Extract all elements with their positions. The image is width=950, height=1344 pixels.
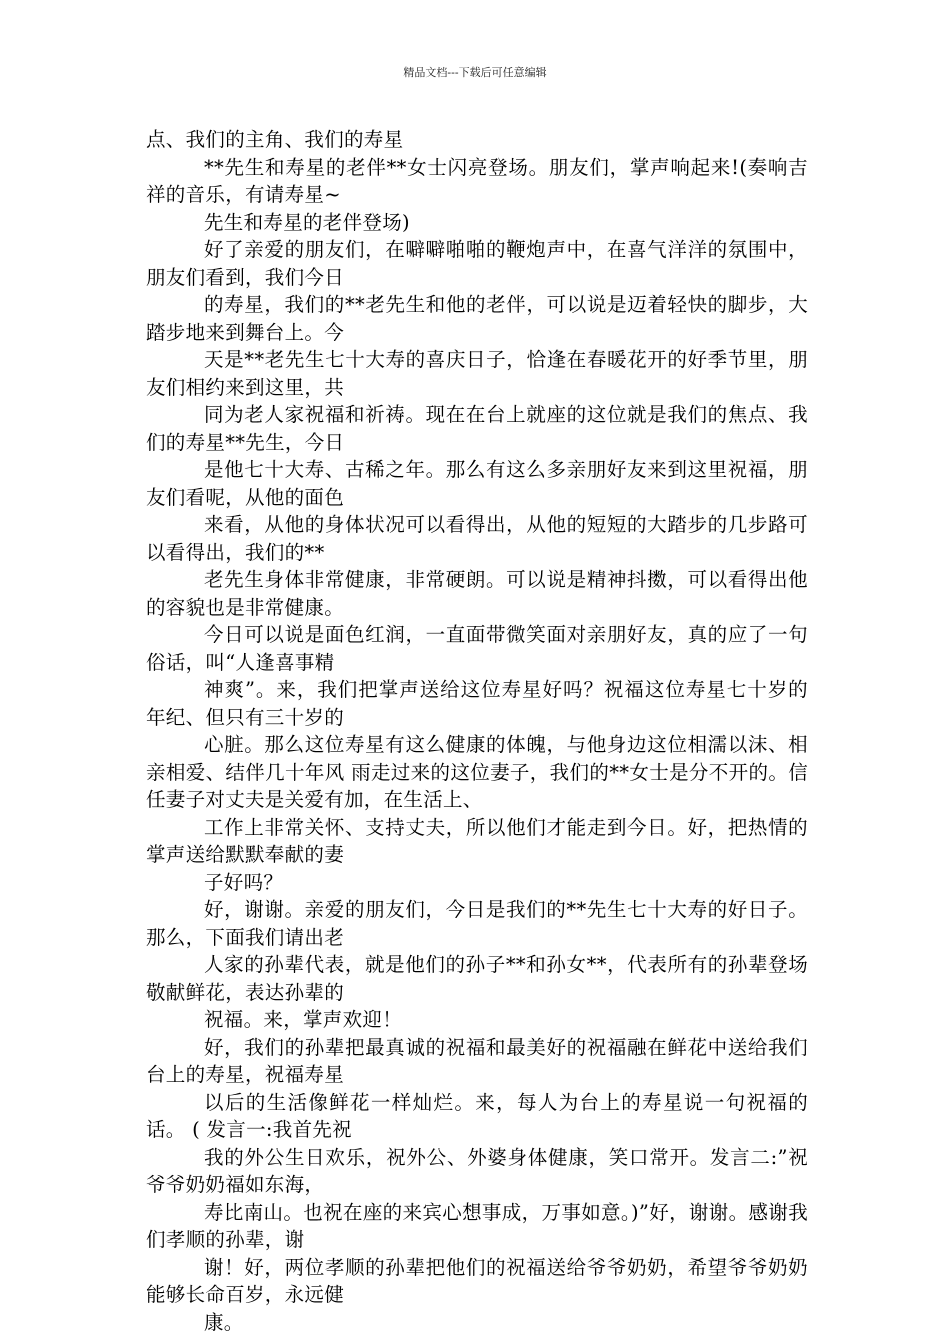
paragraph: 先生和寿星的老伴登场) [204,210,410,234]
paragraph: 以后的生活像鲜花一样灿烂。来，每人为台上的寿星说一句祝福的话。 ( 发言一:我首先祝 [146,1090,808,1141]
paragraph: 人家的孙辈代表，就是他们的孙子**和孙女**，代表所有的孙辈登场敬献鲜花，表达孙辈的 [146,953,808,1004]
page-header: 精品文档---下载后可任意编辑 [403,66,547,79]
paragraph: 好，我们的孙辈把最真诚的祝福和最美好的祝福融在鲜花中送给我们台上的寿星，祝福寿星 [146,1035,808,1086]
paragraph: 康。 [204,1310,244,1334]
document-body [146,126,808,1336]
paragraph: 好了亲爱的朋友们，在噼噼啪啪的鞭炮声中，在喜气洋洋的氛围中，朋友们看到，我们今日 [146,238,808,289]
paragraph: 心脏。那么这位寿星有这么健康的体魄，与他身边这位相濡以沫、相亲相爱、结伴几十年风 雨走过来的这位妻子，我们的**女士是分不开的。信任妻子对丈夫是关爱有加，在生活上、 [146,733,808,811]
paragraph: 点、我们的主角、我们的寿星 [146,128,404,151]
paragraph: 今日可以说是面色红润，一直面带微笑面对亲朋好友，真的应了一句俗话，叫“人逢喜事精 [146,623,808,674]
paragraph: 好，谢谢。亲爱的朋友们，今日是我们的**先生七十大寿的好日子。那么，下面我们请出老 [146,898,808,949]
paragraph: 同为老人家祝福和祈祷。现在在台上就座的这位就是我们的焦点、我们的寿星**先生，今日 [146,403,808,454]
paragraph: 天是**老先生七十大寿的喜庆日子，恰逢在春暖花开的好季节里，朋友们相约来到这里，共 [146,348,808,399]
paragraph: 来看，从他的身体状况可以看得出，从他的短短的大踏步的几步路可以看得出，我们的** [146,513,808,564]
paragraph: 老先生身体非常健康，非常硬朗。可以说是精神抖擞，可以看得出他的容貌也是非常健康。 [146,568,808,619]
paragraph: 寿比南山。也祝在座的来宾心想事成，万事如意。)”好，谢谢。感谢我们孝顺的孙辈，谢 [146,1200,808,1251]
paragraph: 祝福。来，掌声欢迎！ [204,1008,403,1031]
paragraph: 子好吗？ [204,870,284,894]
paragraph: 我的外公生日欢乐，祝外公、外婆身体健康，笑口常开。发言二:”祝爷爷奶奶福如东海， [146,1145,808,1196]
paragraph: 是他七十大寿、古稀之年。那么有这么多亲朋好友来到这里祝福，朋友们看呢，从他的面色 [146,458,808,509]
paragraph: 神爽”。来，我们把掌声送给这位寿星好吗？祝福这位寿星七十岁的年纪、但只有三十岁的 [146,678,808,729]
paragraph: 谢！好，两位孝顺的孙辈把他们的祝福送给爷爷奶奶，希望爷爷奶奶能够长命百岁，永远健 [146,1255,808,1306]
paragraph: **先生和寿星的老伴**女士闪亮登场。朋友们，掌声响起来!(奏响吉祥的音乐，有请寿星~ [146,155,808,206]
paragraph: 工作上非常关怀、支持丈夫，所以他们才能走到今日。好，把热情的掌声送给默默奉献的妻 [146,815,808,866]
paragraph: 的寿星，我们的**老先生和他的老伴，可以说是迈着轻快的脚步，大踏步地来到舞台上。今 [146,293,808,344]
